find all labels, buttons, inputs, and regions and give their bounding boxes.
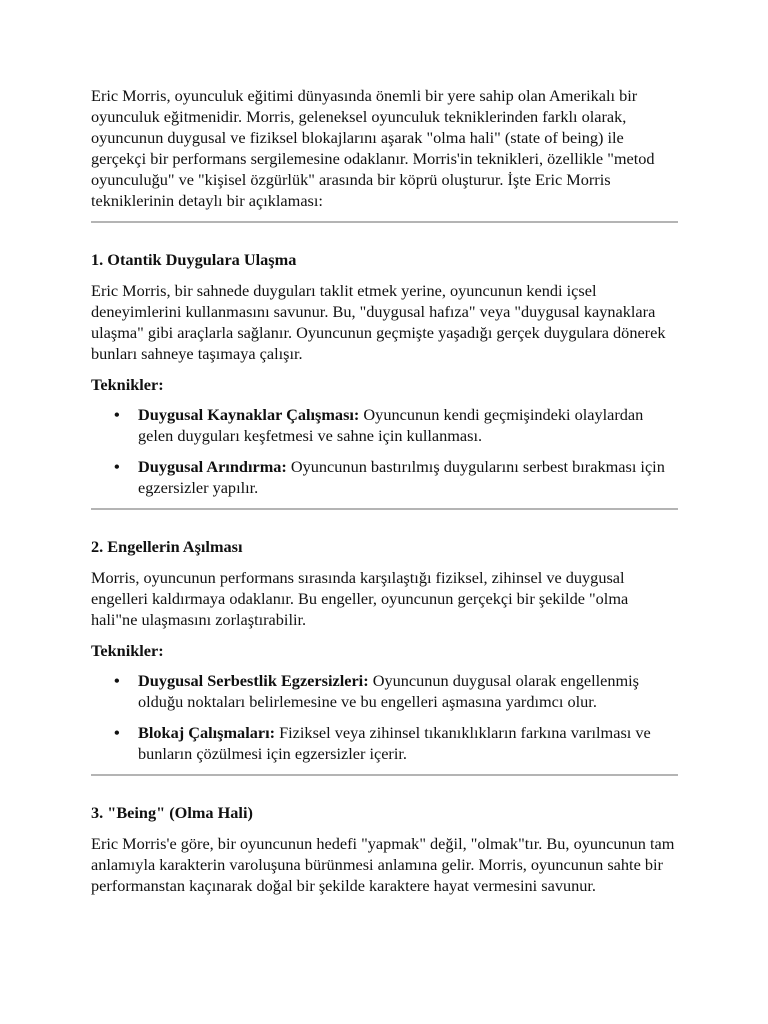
- list-item: [91, 722, 678, 764]
- bullet-icon: •: [114, 671, 120, 690]
- section-paragraph: Morris, oyuncunun performans sırasında karşılaştığı fiziksel, zihinsel ve duygusal engelleri kaldırmaya odaklanır. Bu engeller, oyuncunun gerçekçi bir şekilde "olma hali"ne ulaşmasını zorlaştırabilir.: [91, 568, 629, 629]
- divider: [91, 774, 678, 776]
- techniques-label: Teknikler:: [91, 641, 164, 660]
- section-paragraph: Eric Morris'e göre, bir oyuncunun hedefi "yapmak" değil, "olmak"tır. Bu, oyuncunun tam anlamıyla karakterin varoluşuna bürünmesi anlamına gelir. Morris, oyuncunun sahte bir performanstan kaçınarak doğal bir şekilde karaktere hayat vermesini savunur.: [91, 834, 675, 895]
- list-item: [91, 456, 678, 498]
- bullet-icon: •: [114, 405, 120, 424]
- technique-term: Duygusal Kaynaklar Çalışması:: [138, 405, 360, 424]
- technique-term: Blokaj Çalışmaları:: [138, 723, 276, 742]
- section-title: 2. Engellerin Aşılması: [91, 537, 243, 556]
- technique-term: Duygusal Arındırma:: [138, 457, 287, 476]
- document-page: [91, 85, 678, 906]
- list-item: [91, 404, 678, 446]
- technique-description: Fiziksel veya zihinsel tıkanıklıkların farkına varılması ve bunların çözülmesi için egzersizler içerir.: [138, 723, 651, 763]
- intro-paragraph: Eric Morris, oyunculuk eğitimi dünyasında önemli bir yere sahip olan Amerikalı bir oyunculuk eğitmenidir. Morris, geleneksel oyunculuk tekniklerinden farklı olarak, oyuncunun duygusal ve fiziksel blokajlarını aşarak "olma hali" (state of being) ile gerçekçi bir performans sergilemesine odaklanır. Morris'in teknikleri, özellikle "metod oyunculuğu" ve "kişisel özgürlük" arasında bir köprü oluşturur. İşte Eric Morris tekniklerinin detaylı bir açıklaması:: [91, 86, 655, 210]
- divider: [91, 508, 678, 510]
- bullet-icon: •: [114, 457, 120, 476]
- bullet-icon: •: [114, 723, 120, 742]
- technique-description: Oyuncunun kendi geçmişindeki olaylardan gelen duyguları keşfetmesi ve sahne için kullanması.: [138, 405, 644, 445]
- technique-list: [91, 670, 678, 764]
- technique-term: Duygusal Serbestlik Egzersizleri:: [138, 671, 369, 690]
- techniques-label: Teknikler:: [91, 375, 164, 394]
- technique-description: Oyuncunun duygusal olarak engellenmiş olduğu noktaları belirlemesine ve bu engelleri aşmasına yardımcı olur.: [138, 671, 640, 711]
- section-title: 1. Otantik Duygulara Ulaşma: [91, 250, 297, 269]
- technique-list: [91, 404, 678, 498]
- section-paragraph: Eric Morris, bir sahnede duyguları taklit etmek yerine, oyuncunun kendi içsel deneyimlerini kullanmasını savunur. Bu, "duygusal hafıza" veya "duygusal kaynaklara ulaşma" gibi araçlarla sağlanır. Oyuncunun geçmişte yaşadığı gerçek duygulara dönerek bunları sahneye taşımaya çalışır.: [91, 281, 666, 363]
- section-title: 3. "Being" (Olma Hali): [91, 803, 253, 822]
- technique-description: Oyuncunun bastırılmış duygularını serbest bırakması için egzersizler yapılır.: [138, 457, 665, 497]
- divider: [91, 221, 678, 223]
- list-item: [91, 670, 678, 712]
